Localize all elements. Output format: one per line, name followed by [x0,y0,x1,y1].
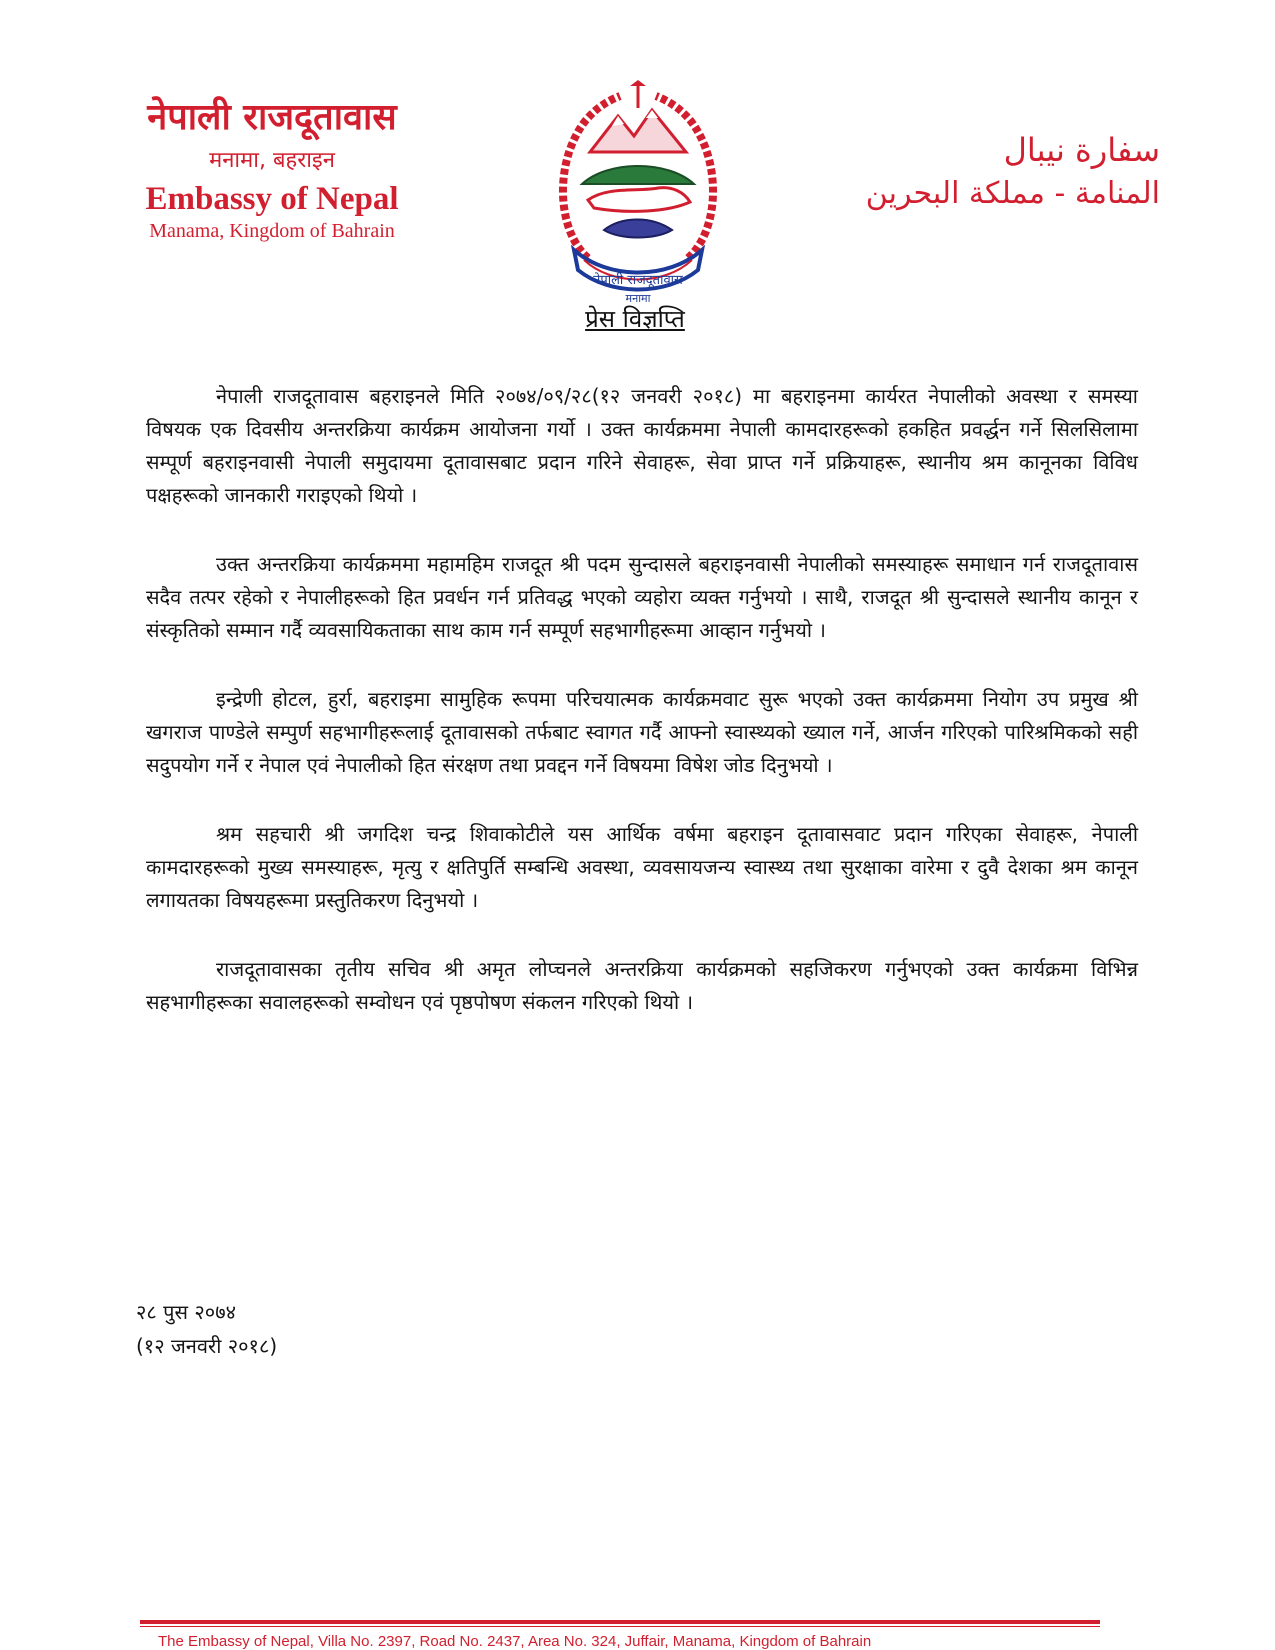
date-gregorian: (१२ जनवरी २०१८) [136,1334,278,1358]
footer-divider [140,1620,1100,1624]
english-city-line: Manama, Kingdom of Bahrain [149,220,395,242]
svg-text:मनामा: मनामा [625,292,651,305]
letterhead-right [800,128,1160,216]
nepali-city-line: मनामा, बहराइन [209,148,335,173]
nepal-emblem-icon [548,80,728,310]
arabic-city-line: المنامة - مملكة البحرين [865,176,1160,211]
body-paragraph: उक्त अन्तरक्रिया कार्यक्रममा महामहिम राजदूत श्री पदम सुन्दासले बहराइनवासी नेपालीको समस्याहरू समाधान गर्न राजदूतावास सदैव तत्पर रहेको र नेपालीहरूको हित प्रवर्धन गर्न प्रतिवद्ध भएको व्यहोरा व्यक्त गर्नुभयो । साथै, राजदूत श्री सुन्दासले स्थानीय कानून र संस्कृतिको सम्मान गर्दै व्यवसायिकताका साथ काम गर्न सम्पूर्ण सहभागीहरूमा आव्हान गर्नुभयो । [146,552,1138,642]
body-paragraph: नेपाली राजदूतावास बहराइनले मिति २०७४/०९/२८(१२ जनवरी २०१८) मा बहराइनमा कार्यरत नेपालीको अवस्था र समस्या विषयक एक दिवसीय अन्तरक्रिया कार्यक्रम आयोजना गर्यो । उक्त कार्यक्रममा नेपाली कामदारहरूको हकहित प्रवर्द्धन गर्ने सिलसिलामा सम्पूर्ण बहराइनवासी नेपाली समुदायमा दूतावासबाट प्रदान गरिने सेवाहरू, सेवा प्राप्त गर्ने प्रक्रियाहरू, स्थानीय श्रम कानूनका विविध पक्षहरूको जानकारी गराइएको थियो । [146,384,1138,507]
footer-divider-thin [140,1626,1100,1627]
press-release-body [146,380,1138,1055]
english-embassy-title: Embassy of Nepal [145,181,399,217]
arabic-embassy-title: سفارة نيبال [1003,131,1160,169]
body-paragraph: इन्द्रेणी होटल, हुर्रा, बहराइमा सामुहिक रूपमा परिचयात्मक कार्यक्रमवाट सुरू भएको उक्त कार्यक्रममा नियोग उप प्रमुख श्री खगराज पाण्डेले सम्पुर्ण सहभागीहरूलाई दूतावासको तर्फबाट स्वागत गर्दै आफ्नो स्वास्थ्यको ख्याल गर्ने, आर्जन गरिएको पारिश्रमिकको सही सदुपयोग गर्ने र नेपाल एवं नेपालीको हित संरक्षण तथा प्रवद्दन गर्ने विषयमा विषेश जोड दिनुभयो । [146,687,1138,777]
nepali-embassy-title: नेपाली राजदूतावास [147,97,397,138]
date-block [136,1295,277,1363]
body-paragraph: राजदूतावासका तृतीय सचिव श्री अमृत लोप्चनले अन्तरक्रिया कार्यक्रमको सहजिकरण गर्नुभएको उक्त कार्यक्रमा विभिन्न सहभागीहरूका सवालहरूको सम्वोधन एवं पृष्ठपोषण संकलन गरिएको थियो । [146,957,1138,1014]
date-nepali: २८ पुस २०७४ [136,1300,236,1324]
press-release-heading: प्रेस विज्ञप्ति [585,305,685,333]
body-paragraph: श्रम सहचारी श्री जगदिश चन्द्र शिवाकोटीले यस आर्थिक वर्षमा बहराइन दूतावासवाट प्रदान गरिएका सेवाहरू, नेपाली कामदारहरूको मुख्य समस्याहरू, मृत्यु र क्षतिपुर्ति सम्बन्धि अवस्था, व्यवसायजन्य स्वास्थ्य तथा सुरक्षाका वारेमा र दुवै देशका श्रम कानून लगायतका विषयहरूमा प्रस्तुतिकरण दिनुभयो । [146,822,1138,912]
letterhead-left [112,96,432,244]
footer-address: The Embassy of Nepal, Villa No. 2397, Road No. 2437, Area No. 324, Juffair, Manama, Kingdom of Bahrain [158,1633,872,1650]
svg-text:नेपाली राजदूतावास: नेपाली राजदूतावास [593,273,683,288]
